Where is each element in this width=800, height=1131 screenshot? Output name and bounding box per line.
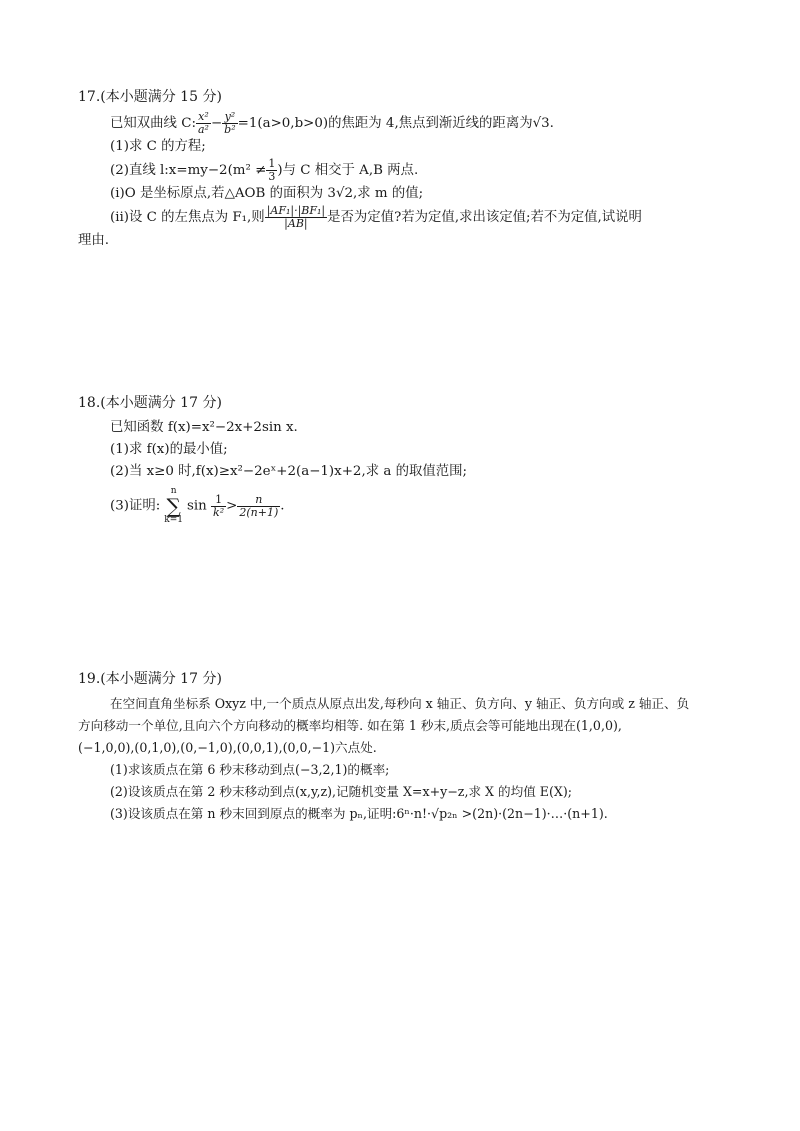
fraction-numerator: x² [196,111,211,124]
sin-text: sin [187,498,207,514]
problem-18 [78,392,728,525]
problem-17-title: 17.(本小题满分 15 分) [78,89,222,105]
problem-18-q1: (1)求 f(x)的最小值; [110,442,228,457]
q2-text-pre: (2)直线 l:x=my−2(m² ≠ [110,163,267,178]
sigma-glyph: ∑ [166,494,181,518]
fraction-denominator: a² [197,123,209,136]
minus-sign: − [210,116,223,131]
problem-18-stem: 已知函数 f(x)=x²−2x+2sin x. [110,420,298,435]
problem-19-q2: (2)设该质点在第 2 秒末移动到点(x,y,z),记随机变量 X=x+y−z,求 X 的均值 E(X); [110,784,573,799]
problem-18-q2: (2)当 x≥0 时,f(x)≥x²−2eˣ+2(a−1)x+2,求 a 的取值范围; [110,464,468,479]
q2-text-post: )与 C 相交于 A,B 两点. [277,163,419,178]
problem-19-q1: (1)求该质点在第 6 秒末移动到点(−3,2,1)的概率; [110,762,390,777]
fraction-denominator: 2(n+1) [239,505,279,519]
problem-18-q3 [78,487,728,525]
problem-17-stem [78,111,728,136]
fraction-one-third [266,158,277,183]
problem-19-stem-line-1: 在空间直角坐标系 Oxyz 中,一个质点从原点出发,每秒向 x 轴正、负方向、y 轴正、负方向或 z 轴正、负 [110,696,690,711]
greater-than-sign: > [226,498,238,514]
q3-text-pre: (3)证明: [110,498,161,514]
stem-text-post: =1(a>0,b>0)的焦距为 4,焦点到渐近线的距离为√3. [237,116,554,131]
fraction-numerator: 1 [268,157,276,170]
fraction-y-over-b [222,111,237,136]
problem-17-q1: (1)求 C 的方程; [110,139,206,154]
fraction-numerator: y² [222,111,237,124]
problem-19 [78,668,738,825]
summation-symbol [164,487,183,525]
problem-19-stem-line-3: (−1,0,0),(0,1,0),(0,−1,0),(0,0,1),(0,0,−1)六点处. [78,740,377,755]
fraction-x-over-a [196,111,211,136]
q2ii-text-post: 是否为定值?若为定值,求出该定值;若不为定值,试说明 [327,210,642,225]
problem-19-title: 19.(本小题满分 17 分) [78,671,222,687]
summation-lower-limit: k=1 [164,515,183,525]
problem-19-stem-line-2: 方向移动一个单位,且向六个方向移动的概率均相等. 如在第 1 秒末,质点会等可能地出现在(1,0,0), [78,718,622,733]
summation-upper-limit: n [170,486,177,496]
problem-17-q2 [78,158,728,183]
stem-text-pre: 已知双曲线 C: [110,116,196,131]
problem-18-title: 18.(本小题满分 17 分) [78,395,222,411]
fraction-numerator: 1 [211,494,226,507]
fraction-denominator: |AB| [284,217,308,230]
fraction-numerator: |AF₁|·|BF₁| [266,204,326,217]
fraction-denominator: 3 [268,170,276,183]
problem-19-q3: (3)设该质点在第 n 秒末回到原点的概率为 pₙ,证明:6ⁿ·n!·√p₂ₙ >(2n)·(2n−1)·…·(n+1). [110,806,608,821]
q2ii-text-pre: (ⅱ)设 C 的左焦点为 F₁,则 [110,210,265,225]
fraction-denominator: k² [213,505,225,519]
period: . [280,498,285,514]
problem-17-q2-i: (ⅰ)O 是坐标原点,若△AOB 的面积为 3√2,求 m 的值; [110,186,424,201]
problem-17-q2-ii-continued: 理由. [78,233,110,248]
fraction-rhs [237,494,280,519]
fraction-numerator: n [237,494,280,507]
fraction-denominator: b² [224,123,236,136]
fraction-focal-ratio [265,205,327,230]
fraction-one-over-k-squared [211,494,226,519]
problem-17-q2-ii [78,205,728,230]
problem-17 [78,86,728,252]
